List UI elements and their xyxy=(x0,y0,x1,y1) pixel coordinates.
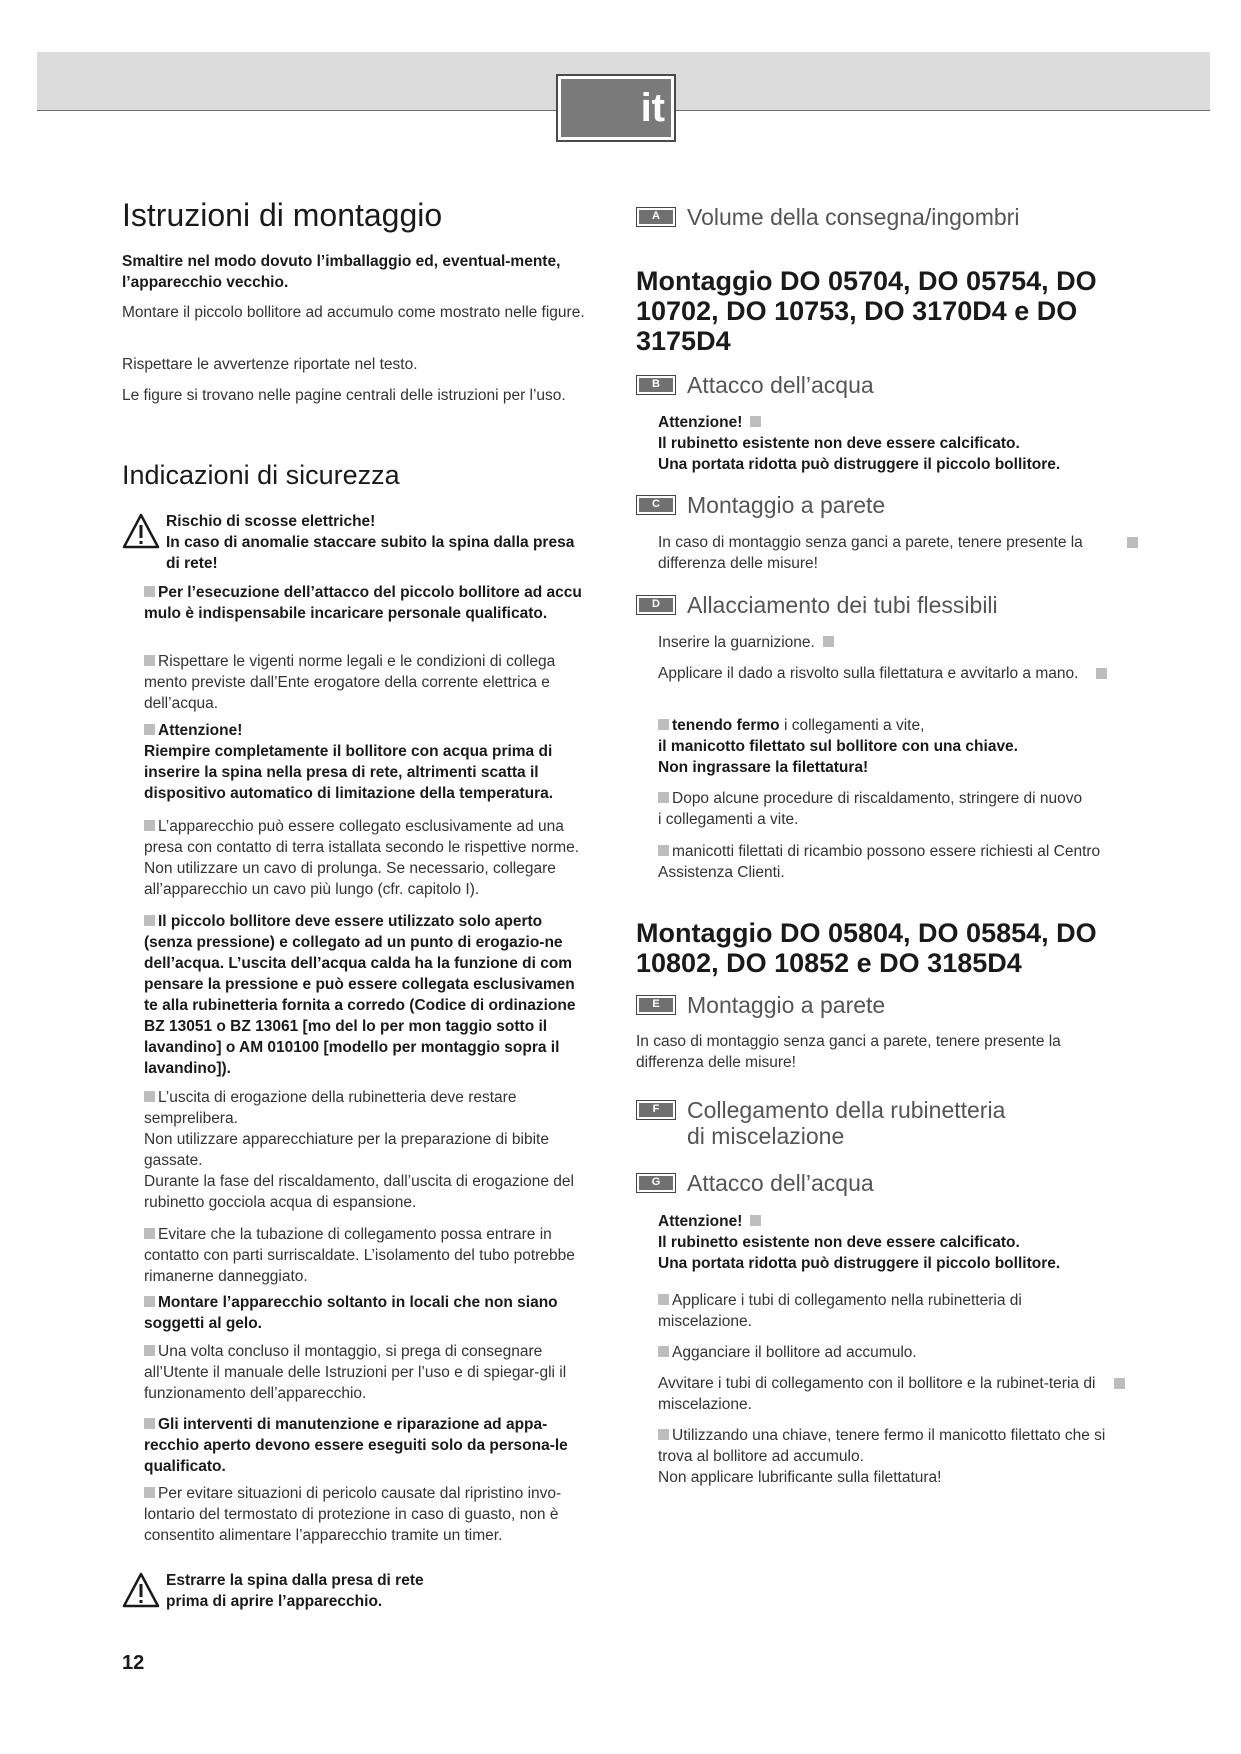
section-g xyxy=(636,1170,874,1196)
bullet-square-icon xyxy=(1096,668,1107,679)
section-g-step-1: Applicare i tubi di collegamento nella rubinetteria di miscelazione. xyxy=(658,1292,1022,1330)
section-f-title-line-2: di miscelazione xyxy=(687,1123,845,1149)
bullet-square-icon xyxy=(823,636,834,647)
warning-electric-line-2: In caso di anomalie staccare subito la spina dalla presa di rete! xyxy=(166,534,575,572)
section-d-step-3: tenendo fermo i collegamenti a vite, il manicotto filettato sul bollitore con una chiave. Non ingrassare la filettatura! xyxy=(658,717,1018,776)
bullet-square-icon xyxy=(1127,537,1138,548)
page-title: Istruzioni di montaggio xyxy=(122,197,443,233)
section-b-attention: Attenzione! Il rubinetto esistente non deve essere calcificato. Una portata ridotta può distruggere il piccolo bollitore. xyxy=(658,414,1061,473)
attention-label: Attenzione! xyxy=(158,722,243,739)
bullet-square-icon xyxy=(144,655,155,666)
safety-item-2: Rispettare le vigenti norme legali e le condizioni di collega mento previste dall’Ente erogatore della corrente elettrica e dell’acqua. xyxy=(144,653,556,712)
montaggio-2-title: Montaggio DO 05804, DO 05854, DO 10802, DO 10852 e DO 3185D4 xyxy=(636,918,1097,978)
bullet-square-icon xyxy=(658,792,669,803)
bullet-square-icon xyxy=(144,915,155,926)
safety-title: Indicazioni di sicurezza xyxy=(122,460,400,490)
bullet-square-icon xyxy=(144,1487,155,1498)
section-d-title: Allacciamento dei tubi flessibili xyxy=(687,592,998,618)
bullet-square-icon xyxy=(144,724,155,735)
section-tag-e: E xyxy=(636,995,676,1015)
safety-item-11: Per evitare situazioni di pericolo causate dal ripristino invo-lontario del termostato di protezione in caso di guasto, non è consentito alimentare l’apparecchio tramite un timer. xyxy=(144,1485,562,1544)
bullet-square-icon xyxy=(144,1296,155,1307)
section-d-step-2: Applicare il dado a risvolto sulla filettatura e avvitarlo a mano. xyxy=(658,665,1079,682)
section-f-title-line-1: Collegamento della rubinetteria xyxy=(687,1097,1006,1123)
section-e-text: In caso di montaggio senza ganci a parete, tenere presente la differenza delle misure! xyxy=(636,1033,1061,1071)
bullet-square-icon xyxy=(144,820,155,831)
section-tag-c: C xyxy=(636,495,676,515)
safety-item-3 xyxy=(144,720,582,804)
section-a-title: Volume della consegna/ingombri xyxy=(687,204,1020,230)
language-tab xyxy=(556,74,676,142)
safety-item-8: Montare l’apparecchio soltanto in locali che non siano soggetti al gelo. xyxy=(144,1294,558,1332)
section-c-title: Montaggio a parete xyxy=(687,492,886,518)
section-g-attention: Attenzione! Il rubinetto esistente non deve essere calcificato. Una portata ridotta può distruggere il piccolo bollitore. xyxy=(658,1213,1061,1272)
bullet-square-icon xyxy=(658,719,669,730)
section-c-text: In caso di montaggio senza ganci a parete, tenere presente la differenza delle misure! xyxy=(658,534,1083,572)
bullet-square-icon xyxy=(144,586,155,597)
section-d-step-1: Inserire la guarnizione. xyxy=(658,632,1128,653)
bullet-square-icon xyxy=(750,416,761,427)
section-f xyxy=(636,1097,1005,1149)
section-g-step-4: Utilizzando una chiave, tenere fermo il manicotto filettato che si trova al bollitore ad accumulo. Non applicare lubrificante sulla filettatura! xyxy=(658,1427,1106,1486)
section-tag-d: D xyxy=(636,595,676,615)
warning-electric xyxy=(122,511,602,574)
section-e-title: Montaggio a parete xyxy=(687,992,886,1018)
warning-unplug-line-1: Estrarre la spina dalla presa di rete xyxy=(166,1572,424,1589)
intro-paragraph-3: Le figure si trovano nelle pagine centrali delle istruzioni per l’uso. xyxy=(122,387,566,404)
section-g-step-3: Avvitare i tubi di collegamento con il bollitore e la rubinet-teria di miscelazione. xyxy=(658,1375,1096,1413)
section-g-title: Attacco dell’acqua xyxy=(687,1170,874,1196)
montaggio-1-title: Montaggio DO 05704, DO 05754, DO 10702, DO 10753, DO 3170D4 e DO 3175D4 xyxy=(636,266,1097,356)
safety-item-4: L’apparecchio può essere collegato esclusivamente ad una presa con contatto di terra istallata secondo le rispettive norme. Non utilizzare un cavo di prolunga. Se necessario, collegare all’apparecchio un cavo più lungo (cfr. capitolo I). xyxy=(144,818,580,898)
section-b-title: Attacco dell’acqua xyxy=(687,372,874,398)
section-tag-g: G xyxy=(636,1173,676,1193)
warning-triangle-icon xyxy=(122,513,160,549)
section-e xyxy=(636,992,885,1018)
bullet-square-icon xyxy=(144,1345,155,1356)
page-number: 12 xyxy=(122,1652,145,1674)
section-d-step-5: manicotti filettati di ricambio possono essere richiesti al Centro Assistenza Clienti. xyxy=(658,843,1101,881)
bullet-square-icon xyxy=(658,1346,669,1357)
section-b xyxy=(636,372,874,398)
safety-item-5: Il piccolo bollitore deve essere utilizzato solo aperto (senza pressione) e collegato ad un punto di erogazio-ne dell’acqua. L’uscita dell’acqua calda ha la funzione di com pensare la pressione e può essere collegata esclusivamen te alla rubinetteria fornita a corredo (Codice di ordinazione BZ 13051 o BZ 13061 [mo del lo per mon taggio sotto il lavandino] o AM 010100 [modello per montaggio sopra il lavandino]). xyxy=(144,913,576,1077)
safety-item-10: Gli interventi di manutenzione e riparazione ad appa-recchio aperto devono essere eseguiti solo da persona-le qualificato. xyxy=(144,1416,568,1475)
safety-item-1: Per l’esecuzione dell’attacco del piccolo bollitore ad accu mulo è indispensabile incaricare personale qualificato. xyxy=(144,584,582,622)
bullet-square-icon xyxy=(144,1091,155,1102)
safety-item-6: L’uscita di erogazione della rubinetteria deve restare semprelibera. Non utilizzare apparecchiature per la preparazione di bibite gassate. Durante la fase del riscaldamento, dall’uscita di erogazione del rubinetto gocciola acqua di espansione. xyxy=(144,1089,574,1211)
section-tag-f: F xyxy=(636,1100,676,1120)
bullet-square-icon xyxy=(658,1429,669,1440)
warning-triangle-icon xyxy=(122,1572,160,1608)
bullet-square-icon xyxy=(1114,1378,1125,1389)
section-g-step-2: Agganciare il bollitore ad accumulo. xyxy=(658,1342,1128,1363)
safety-item-7: Evitare che la tubazione di collegamento possa entrare in contatto con parti surriscaldate. L’isolamento del tubo potrebbe rimanerne danneggiato. xyxy=(144,1226,575,1285)
warning-unplug-line-2: prima di aprire l’apparecchio. xyxy=(166,1593,383,1610)
section-tag-b: B xyxy=(636,375,676,395)
section-d-step-4: Dopo alcune procedure di riscaldamento, stringere di nuovo i collegamenti a vite. xyxy=(658,790,1083,828)
warning-electric-line-1: Rischio di scosse elettriche! xyxy=(166,513,376,530)
bullet-square-icon xyxy=(658,845,669,856)
warning-unplug xyxy=(122,1570,602,1612)
bullet-square-icon xyxy=(144,1418,155,1429)
bullet-square-icon xyxy=(750,1215,761,1226)
section-tag-a: A xyxy=(636,207,676,227)
section-c xyxy=(636,492,885,518)
bullet-square-icon xyxy=(144,1228,155,1239)
section-a xyxy=(636,204,1019,230)
safety-item-3-body: Riempire completamente il bollitore con acqua prima di inserire la spina nella presa di rete, altrimenti scatta il dispositivo automatico di limitazione della temperatura. xyxy=(144,743,554,802)
section-d xyxy=(636,592,998,618)
bullet-square-icon xyxy=(658,1294,669,1305)
intro-paragraph-2: Rispettare le avvertenze riportate nel testo. xyxy=(122,356,418,373)
safety-item-9: Una volta concluso il montaggio, si prega di consegnare all’Utente il manuale delle Istruzioni per l’uso e di spiegar-gli il funzionamento dell’apparecchio. xyxy=(144,1343,567,1402)
intro-bold: Smaltire nel modo dovuto l’imballaggio ed, eventual-mente, l’apparecchio vecchio. xyxy=(122,253,561,291)
language-code: it xyxy=(561,79,671,137)
intro-paragraph-1: Montare il piccolo bollitore ad accumulo come mostrato nelle figure. xyxy=(122,304,585,321)
